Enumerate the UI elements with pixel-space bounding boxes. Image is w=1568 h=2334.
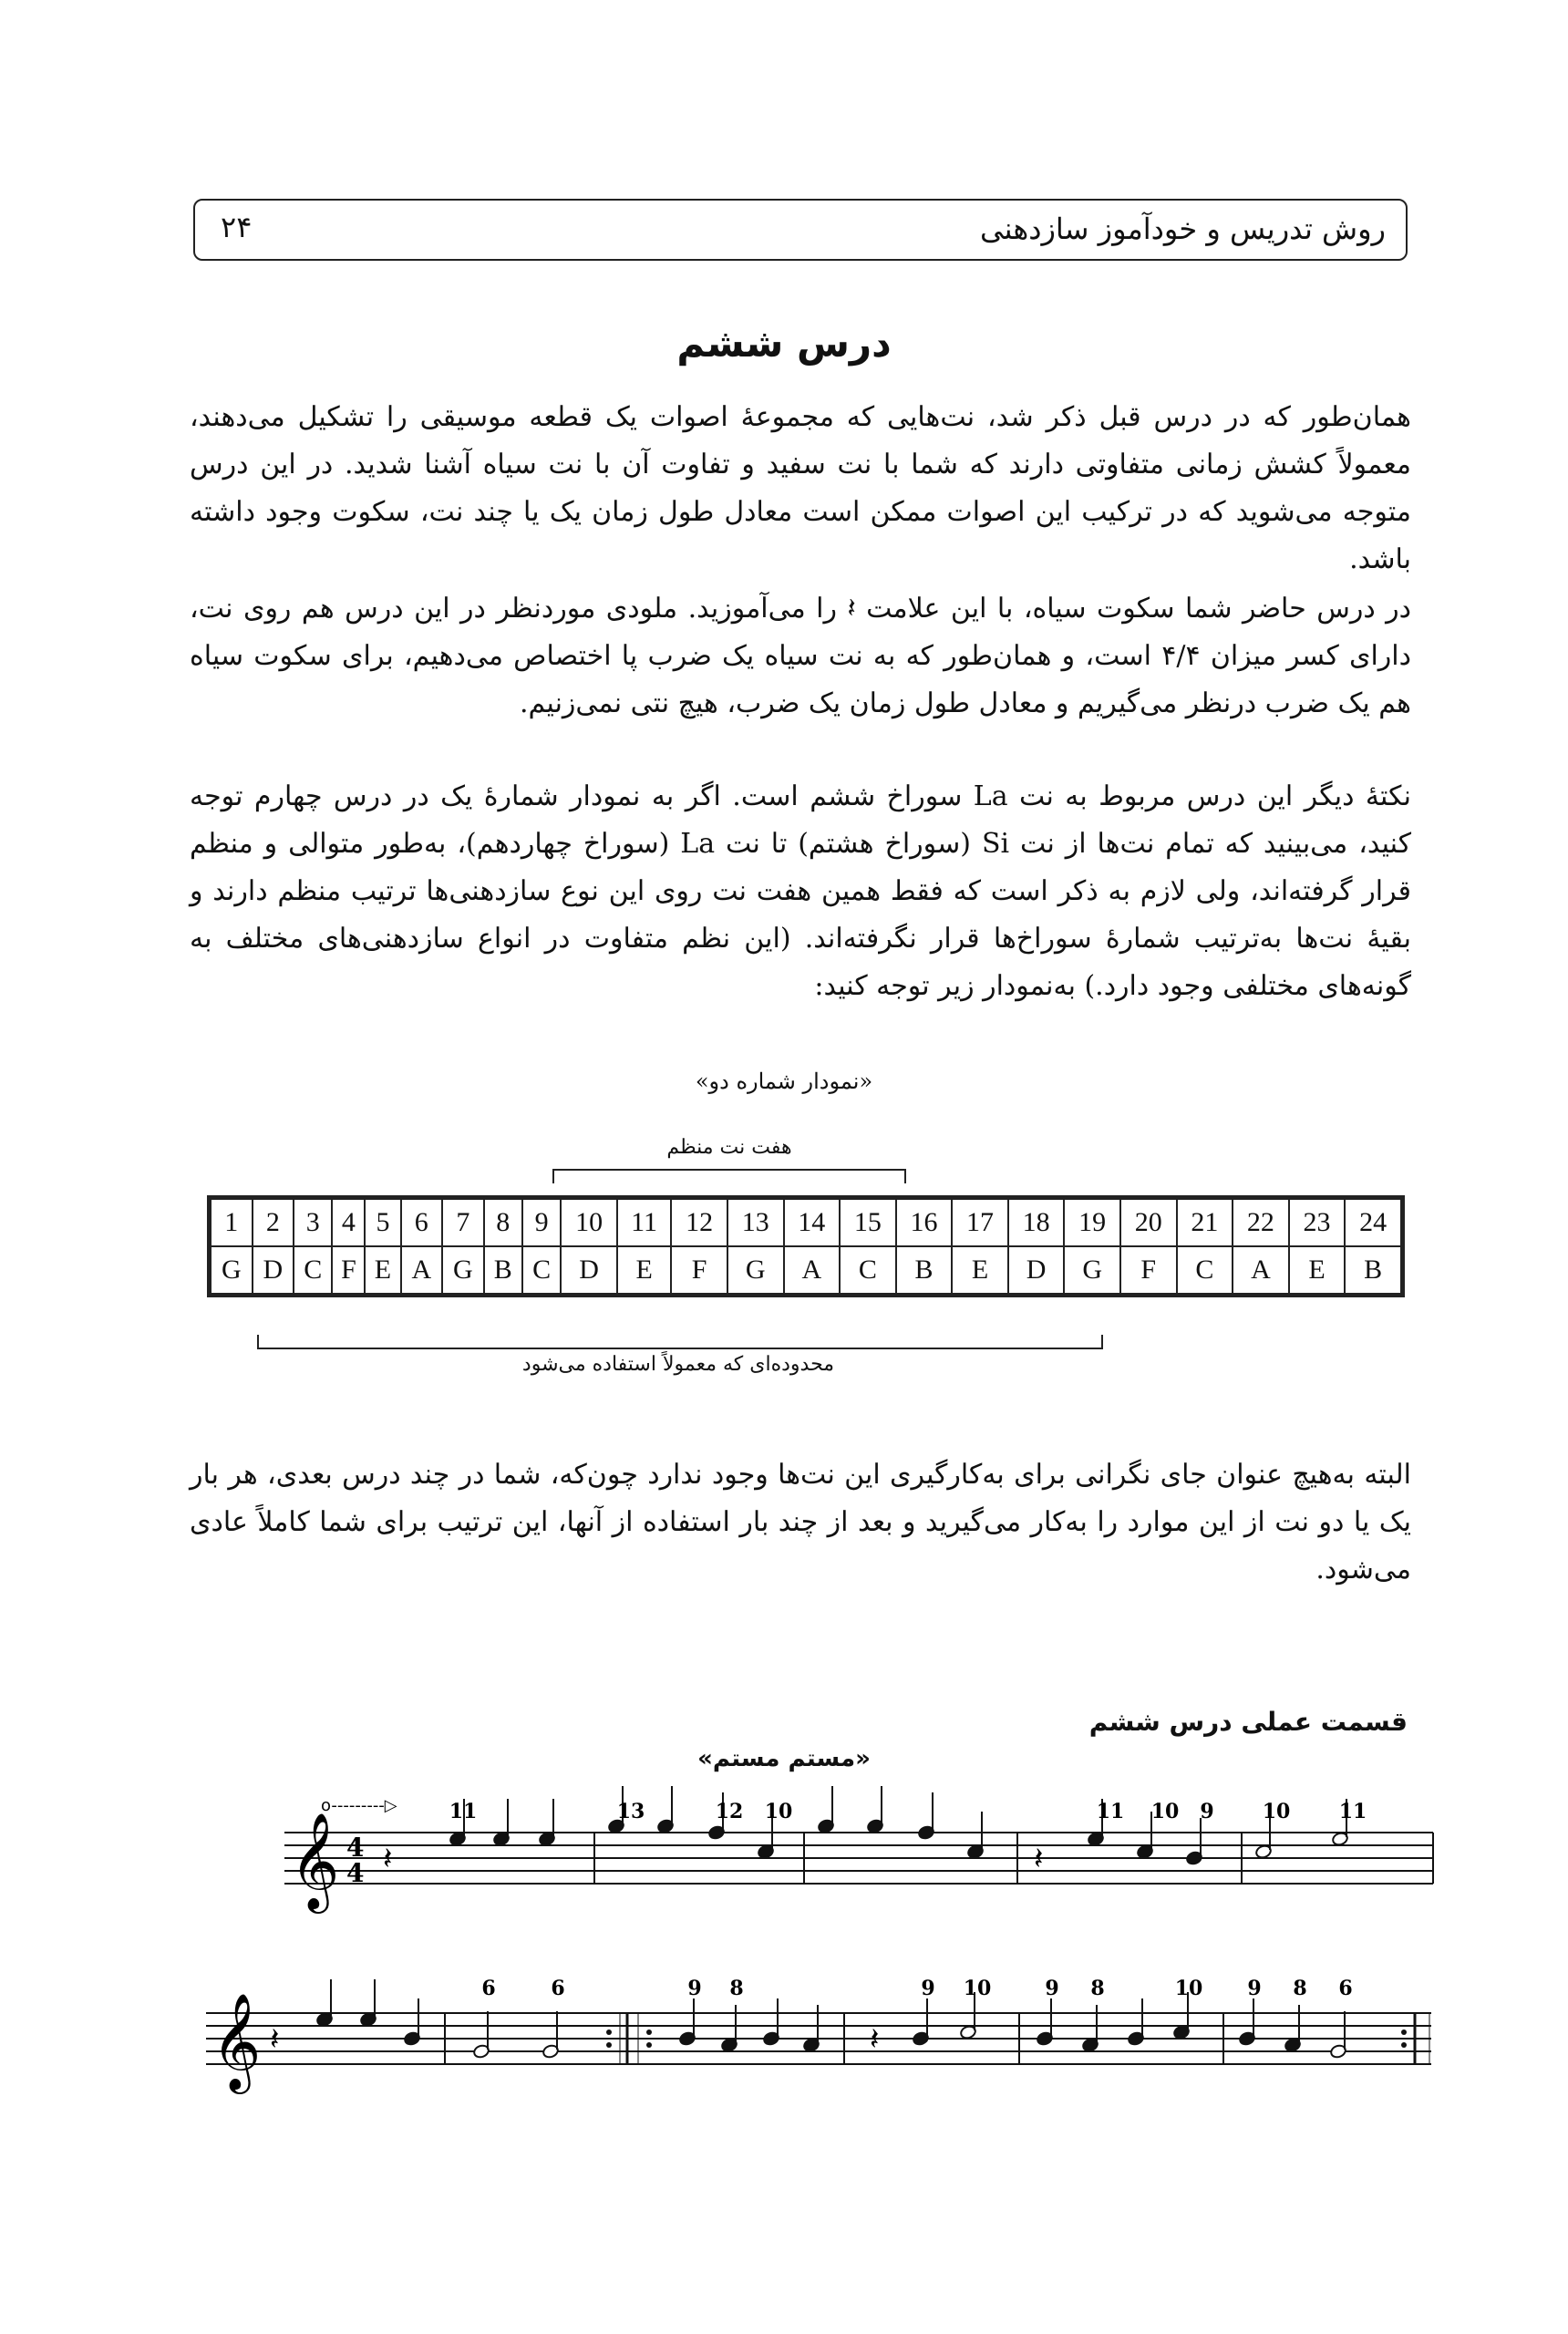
hole-number-cell: 17	[952, 1199, 1008, 1246]
hole-label: 10	[1174, 1977, 1203, 2000]
quarter-note	[1185, 1818, 1202, 1865]
quarter-rest-icon: 𝄽	[270, 2021, 280, 2058]
hole-number-cell: 21	[1177, 1199, 1233, 1246]
note-name-cell: B	[484, 1246, 522, 1294]
quarter-note	[762, 1998, 779, 2046]
note-name-cell: A	[401, 1246, 443, 1294]
quarter-note	[403, 1998, 420, 2046]
repeat-dot	[606, 2029, 612, 2035]
hole-label: 9	[687, 1977, 702, 2000]
quarter-note	[656, 1786, 674, 1833]
hole-number-cell: 15	[840, 1199, 896, 1246]
half-note	[1329, 2011, 1346, 2059]
hole-label: 6	[1338, 1977, 1353, 2000]
hole-number-cell: 19	[1064, 1199, 1120, 1246]
repeat-dot	[646, 2042, 652, 2048]
hole-label: 8	[1090, 1977, 1105, 2000]
hole-label: 11	[1096, 1800, 1125, 1823]
hole-label: 10	[1262, 1800, 1291, 1823]
note-name-cell: F	[1120, 1246, 1177, 1294]
paragraph-intro: همان‌طور که در درس قبل ذکر شد، نت‌هایی که مجموعهٔ اصوات یک قطعه موسیقی را تشکیل می‌دهند، معمولاً کشش زمانی متفاوتی دارند که شما با نت سفید و تفاوت آن با نت سیاه آشنا شدید. در این درس متوجه می‌شوید که در ترکیب این اصوات ممکن است معادل طول زمان یک یا چند نت، سکوت وجود داشته باشد.	[190, 401, 1411, 575]
hole-number-cell: 7	[442, 1199, 484, 1246]
hole-number-cell: 18	[1008, 1199, 1065, 1246]
quarter-note	[912, 1998, 929, 2046]
quarter-rest-icon: 𝄽	[1034, 1841, 1044, 1877]
quarter-note	[1238, 1998, 1255, 2046]
hole-number-cell: 14	[784, 1199, 841, 1246]
half-note	[472, 2011, 490, 2059]
hole-label: 9	[921, 1977, 935, 2000]
note-name-cell: B	[896, 1246, 953, 1294]
hole-label: 9	[1200, 1800, 1214, 1823]
book-title: روش تدریس و خودآموز سازدهنی	[979, 212, 1386, 246]
note-name-cell: C	[840, 1246, 896, 1294]
note-name-cell: E	[617, 1246, 671, 1294]
hole-number-cell: 23	[1289, 1199, 1346, 1246]
note-name-cell: C	[1177, 1246, 1233, 1294]
paragraph-reassurance: البته به‌هیچ عنوان جای نگرانی برای به‌کارگیری این نت‌ها وجود ندارد چون‌که، شما در چند درس بعدی، هر بار یک یا دو نت از این موارد را به‌کار می‌گیرید و بعد از چند بار استفاده از آنها، این ترتیب برای شما کاملاً عادی می‌شود.	[190, 1459, 1411, 1585]
quarter-note	[866, 1786, 883, 1833]
hole-label: 10	[1150, 1800, 1180, 1823]
hole-number-cell: 3	[294, 1199, 332, 1246]
paragraph-rest: در درس حاضر شما سکوت سیاه، با این علامت 𝄽 را می‌آموزید. ملودی موردنظر در این درس هم روی نت، دارای کسر میزان ۴/۴ است، و همان‌طور که به نت سیاه یک ضرب پا اختصاص می‌دهیم، برای سکوت سیاه هم یک ضرب درنظر می‌گیریم و معادل طول زمان یک ضرب، هیچ نتی نمی‌زنیم.	[190, 593, 1411, 719]
harmonica-notes-table	[210, 1198, 1402, 1295]
quarter-rest-icon: 𝄽	[383, 1841, 393, 1877]
note-name-cell: D	[561, 1246, 617, 1294]
quarter-note	[492, 1799, 510, 1846]
note-name-cell: C	[294, 1246, 332, 1294]
music-staff-line-2	[0, 1958, 1568, 2113]
note-name-cell: G	[442, 1246, 484, 1294]
note-name-cell: G	[211, 1246, 253, 1294]
hole-number-cell: 2	[253, 1199, 294, 1246]
quarter-note	[678, 1998, 696, 2046]
hole-label: 6	[551, 1977, 565, 2000]
common-range-bracket	[257, 1335, 1103, 1349]
treble-clef-icon: 𝄞	[211, 1992, 262, 2090]
page-header	[193, 199, 1408, 261]
paragraph-la-note: نکتهٔ دیگر این درس مربوط به نت La سوراخ ششم است. اگر به نمودار شمارهٔ یک در درس چهارم توجه کنید، می‌بینید که تمام نت‌ها از نت Si (سوراخ هشتم) تا نت La (سوراخ چهاردهم)، به‌طور متوالی و منظم قرار گرفته‌اند، ولی لازم به ذکر است که فقط همین هفت نت روی این نوع سازدهنی‌ها ترتیب منظم دارند و بقیهٔ نت‌ها به‌ترتیب شمارهٔ سوراخ‌ها قرار نگرفته‌اند. (این نظم متفاوت در انواع سازدهنی‌های مختلف به گونه‌های مختلفی وجود دارد.) به‌نمودار زیر توجه کنید:	[190, 780, 1412, 1002]
quarter-note	[1284, 2005, 1301, 2052]
hole-number-cell: 22	[1233, 1199, 1289, 1246]
hole-number-cell: 16	[896, 1199, 953, 1246]
note-name-cell: F	[332, 1246, 365, 1294]
quarter-note	[1081, 2005, 1099, 2052]
seven-notes-bracket	[552, 1169, 906, 1183]
hole-label: 11	[1338, 1800, 1367, 1823]
note-name-cell: D	[1008, 1246, 1065, 1294]
hole-number-row	[211, 1199, 1401, 1246]
hole-label: 13	[616, 1800, 645, 1823]
page-number: ۲۴	[221, 210, 253, 244]
hole-number-cell: 6	[401, 1199, 443, 1246]
repeat-dot	[646, 2029, 652, 2035]
hole-number-cell: 9	[522, 1199, 561, 1246]
hole-number-cell: 4	[332, 1199, 365, 1246]
common-range-label: محدوده‌ای که معمولاً استفاده می‌شود	[521, 1353, 835, 1376]
note-name-cell: E	[365, 1246, 400, 1294]
quarter-note	[802, 2005, 820, 2052]
hole-number-cell: 11	[617, 1199, 671, 1246]
note-name-cell: G	[1064, 1246, 1120, 1294]
repeat-dot	[1401, 2042, 1407, 2048]
hole-label: 9	[1247, 1977, 1262, 2000]
note-name-cell: B	[1345, 1246, 1401, 1294]
quarter-rest-icon: 𝄽	[870, 2021, 880, 2058]
hole-number-cell: 20	[1120, 1199, 1177, 1246]
hole-label: 9	[1045, 1977, 1059, 2000]
hole-label: 12	[715, 1800, 744, 1823]
note-name-cell: F	[671, 1246, 727, 1294]
hole-label: 10	[764, 1800, 793, 1823]
repeat-dot	[1401, 2029, 1407, 2035]
hole-number-cell: 13	[727, 1199, 784, 1246]
note-name-cell: C	[522, 1246, 561, 1294]
song-title: «مستم مستم»	[697, 1745, 871, 1772]
quarter-note	[720, 2005, 738, 2052]
hole-label: 11	[449, 1800, 478, 1823]
hole-label: 6	[481, 1977, 496, 2000]
svg-text:4: 4	[346, 1858, 365, 1888]
repeat-dot	[606, 2042, 612, 2048]
quarter-note	[917, 1792, 934, 1840]
quarter-note	[315, 1979, 333, 2027]
quarter-note	[1036, 1998, 1053, 2046]
diagram-title: «نمودار شماره دو»	[695, 1069, 873, 1094]
arrow-indicator: o---------▷	[321, 1796, 397, 1815]
hole-number-cell: 24	[1345, 1199, 1401, 1246]
hole-number-cell: 8	[484, 1199, 522, 1246]
lesson-title: درس ششم	[676, 321, 892, 366]
note-name-cell: A	[1233, 1246, 1289, 1294]
quarter-note	[538, 1799, 555, 1846]
quarter-note	[817, 1786, 834, 1833]
note-name-cell: D	[253, 1246, 294, 1294]
music-staff-line-1	[0, 1778, 1568, 1933]
note-name-cell: E	[1289, 1246, 1346, 1294]
hole-number-cell: 5	[365, 1199, 400, 1246]
hole-label: 8	[1293, 1977, 1307, 2000]
half-note	[542, 2011, 559, 2059]
note-name-cell: G	[727, 1246, 784, 1294]
quarter-note	[359, 1979, 377, 2027]
treble-clef-icon: 𝄞	[290, 1812, 340, 1909]
seven-notes-label: هفت نت منظم	[666, 1136, 792, 1159]
hole-label: 10	[963, 1977, 992, 2000]
time-signature: 4	[346, 1833, 365, 1863]
hole-label: 8	[729, 1977, 744, 2000]
note-name-cell: E	[952, 1246, 1008, 1294]
note-name-cell: A	[784, 1246, 841, 1294]
hole-number-cell: 12	[671, 1199, 727, 1246]
hole-number-cell: 10	[561, 1199, 617, 1246]
practice-section-title: قسمت عملی درس ششم	[1088, 1707, 1408, 1737]
note-name-row	[211, 1246, 1401, 1294]
quarter-note	[966, 1812, 984, 1859]
hole-number-cell: 1	[211, 1199, 253, 1246]
quarter-note	[1127, 1998, 1144, 2046]
